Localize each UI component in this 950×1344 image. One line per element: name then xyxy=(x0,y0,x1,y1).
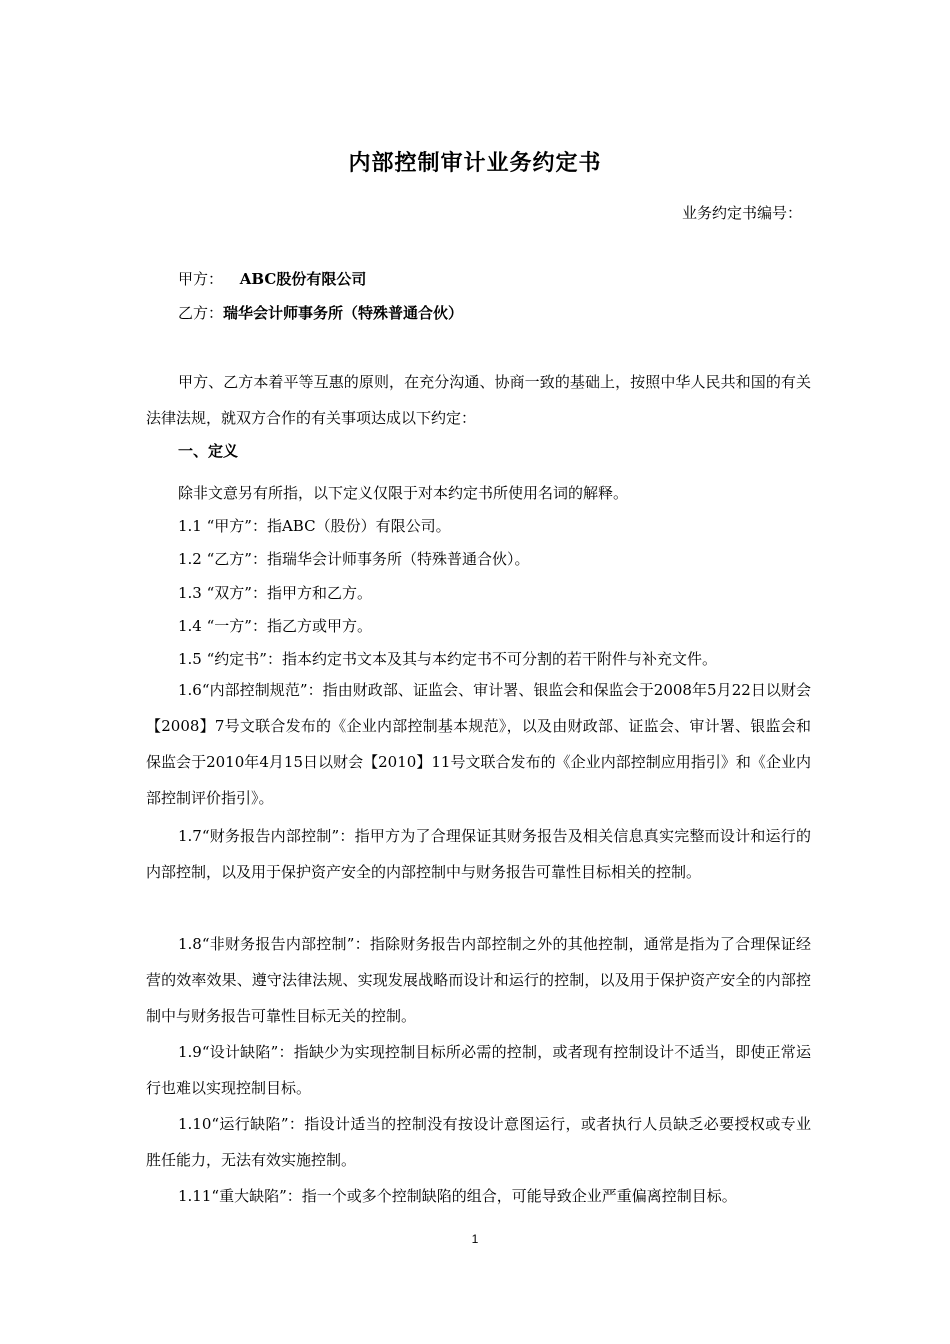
contract-number-label: 业务约定书编号： xyxy=(681,204,802,222)
definition-1-8: 1.8“非财务报告内部控制”：指除财务报告内部控制之外的其他控制，通常是指为了合理保证经营的效率效果、遵守法律法规、实现发展战略而设计和运行的控制，以及用于保护资产安全的内部控制中与财务报告可靠性目标无关的控制。 xyxy=(146,935,811,1025)
definition-1-11: 1.11“重大缺陷”：指一个或多个控制缺陷的组合，可能导致企业严重偏离控制目标。 xyxy=(178,1187,737,1205)
party-b-label: 乙方： xyxy=(178,304,224,322)
definition-1-3: 1.3 “双方”：指甲方和乙方。 xyxy=(178,584,372,602)
definition-1-9: 1.9“设计缺陷”：指缺少为实现控制目标所必需的控制，或者现有控制设计不适当，即使正常运行也难以实现控制目标。 xyxy=(146,1043,811,1097)
definition-1-7: 1.7“财务报告内部控制”：指甲方为了合理保证其财务报告及相关信息真实完整而设计和运行的内部控制，以及用于保护资产安全的内部控制中与财务报告可靠性目标相关的控制。 xyxy=(146,827,811,881)
party-b-name: 瑞华会计师事务所（特殊普通合伙） xyxy=(223,304,464,322)
definition-1-5: 1.5 “约定书”：指本约定书文本及其与本约定书不可分割的若干附件与补充文件。 xyxy=(178,650,717,668)
definition-1-6: 1.6“内部控制规范”：指由财政部、证监会、审计署、银监会和保监会于2008年5月22日以财会【2008】7号文联合发布的《企业内部控制基本规范》，以及由财政部、证监会、审计署、银监会和保监会于2010年4月15日以财会【2010】11号文联合发布的《企业内部控制应用指引》和《企业内部控制评价指引》。 xyxy=(146,681,811,807)
definition-1-4: 1.4 “一方”：指乙方或甲方。 xyxy=(178,617,372,635)
document-title: 内部控制审计业务约定书 xyxy=(348,150,602,176)
definition-1-10: 1.10“运行缺陷”：指设计适当的控制没有按设计意图运行，或者执行人员缺乏必要授权或专业胜任能力，无法有效实施控制。 xyxy=(146,1115,811,1169)
page-number: 1 xyxy=(471,1232,479,1246)
party-b xyxy=(178,302,463,323)
party-a xyxy=(178,268,366,289)
definition-1-1: 1.1 “甲方”：指ABC（股份）有限公司。 xyxy=(178,517,451,535)
definition-1-2: 1.2 “乙方”：指瑞华会计师事务所（特殊普通合伙）。 xyxy=(178,550,530,568)
intro-paragraph: 甲方、乙方本着平等互惠的原则，在充分沟通、协商一致的基础上，按照中华人民共和国的有关法律法规，就双方合作的有关事项达成以下约定： xyxy=(146,373,811,427)
party-a-name: ABC股份有限公司 xyxy=(239,270,367,288)
section-intro: 除非文意另有所指，以下定义仅限于对本约定书所使用名词的解释。 xyxy=(178,484,629,502)
party-a-label: 甲方： xyxy=(178,270,224,288)
section-heading: 一、定义 xyxy=(178,442,239,460)
